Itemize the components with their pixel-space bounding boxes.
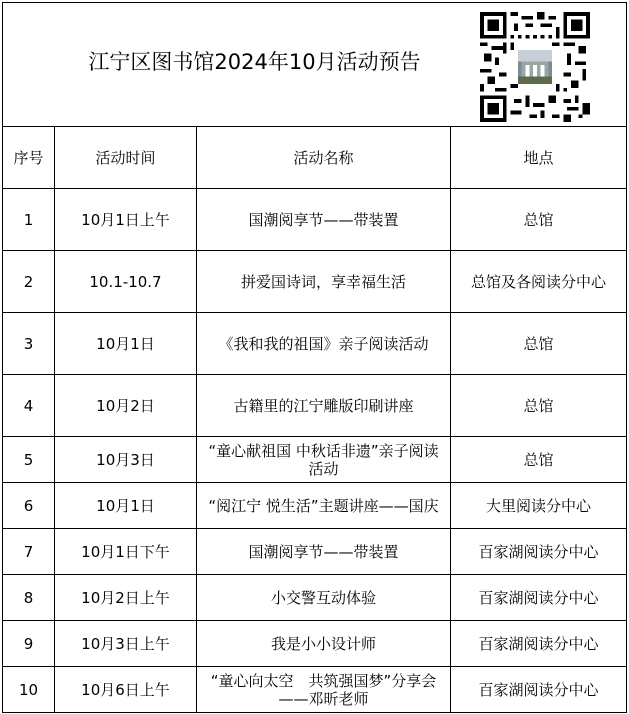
table-row	[3, 313, 627, 375]
row-name: 古籍里的江宁雕版印刷讲座	[197, 375, 451, 437]
table-row	[3, 251, 627, 313]
table-row	[3, 189, 627, 251]
row-time: 10月6日上午	[55, 667, 197, 713]
table-row	[3, 529, 627, 575]
table-row	[3, 621, 627, 667]
header-no: 序号	[3, 127, 55, 189]
row-place: 百家湖阅读分中心	[451, 529, 627, 575]
row-no: 4	[3, 375, 55, 437]
table-row	[3, 375, 627, 437]
row-place: 百家湖阅读分中心	[451, 667, 627, 713]
row-no: 9	[3, 621, 55, 667]
row-place: 百家湖阅读分中心	[451, 575, 627, 621]
table-row	[3, 483, 627, 529]
row-name: “童心向太空 共筑强国梦”分享会——邓昕老师	[197, 667, 451, 713]
row-name: 拼爱国诗词，享幸福生活	[197, 251, 451, 313]
row-no: 7	[3, 529, 55, 575]
row-name: 《我和我的祖国》亲子阅读活动	[197, 313, 451, 375]
row-time: 10月1日	[55, 483, 197, 529]
row-no: 6	[3, 483, 55, 529]
row-name: “阅江宁 悦生活”主题讲座——国庆	[197, 483, 451, 529]
row-name: “童心献祖国 中秋话非遗”亲子阅读活动	[197, 437, 451, 483]
row-time: 10月1日上午	[55, 189, 197, 251]
table-row	[3, 437, 627, 483]
header-time: 活动时间	[55, 127, 197, 189]
table-row	[3, 667, 627, 713]
row-time: 10月2日上午	[55, 575, 197, 621]
row-place: 总馆	[451, 313, 627, 375]
row-time: 10月1日	[55, 313, 197, 375]
row-time: 10月3日上午	[55, 621, 197, 667]
activity-table	[2, 2, 627, 713]
row-time: 10月2日	[55, 375, 197, 437]
row-name: 国潮阅享节——带装置	[197, 529, 451, 575]
row-time: 10月3日	[55, 437, 197, 483]
row-place: 总馆	[451, 437, 627, 483]
row-no: 5	[3, 437, 55, 483]
row-no: 2	[3, 251, 55, 313]
row-no: 8	[3, 575, 55, 621]
row-place: 总馆	[451, 375, 627, 437]
page-title: 江宁区图书馆2024年10月活动预告	[88, 50, 421, 74]
row-name: 小交警互动体验	[197, 575, 451, 621]
row-place: 总馆及各阅读分中心	[451, 251, 627, 313]
row-place: 总馆	[451, 189, 627, 251]
header-row	[3, 127, 627, 189]
table-row	[3, 575, 627, 621]
qr-code-icon	[476, 12, 594, 122]
row-place: 百家湖阅读分中心	[451, 621, 627, 667]
header-name: 活动名称	[197, 127, 451, 189]
row-time: 10月1日下午	[55, 529, 197, 575]
title-cell	[3, 3, 627, 127]
row-name: 国潮阅享节——带装置	[197, 189, 451, 251]
header-place: 地点	[451, 127, 627, 189]
row-time: 10.1-10.7	[55, 251, 197, 313]
row-no: 3	[3, 313, 55, 375]
title-row	[3, 3, 627, 127]
row-no: 10	[3, 667, 55, 713]
row-place: 大里阅读分中心	[451, 483, 627, 529]
row-name: 我是小小设计师	[197, 621, 451, 667]
row-no: 1	[3, 189, 55, 251]
